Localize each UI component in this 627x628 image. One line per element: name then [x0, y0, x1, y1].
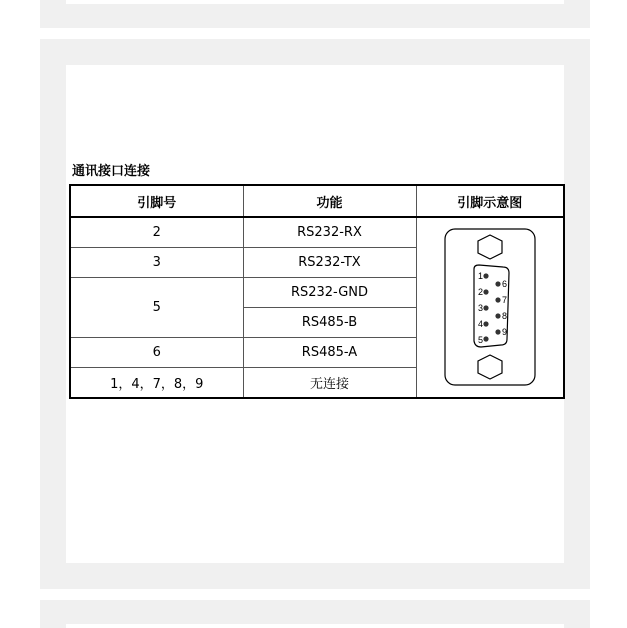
pin-5-dot: [483, 336, 488, 341]
pin-3-dot: [483, 305, 488, 310]
next-card: [66, 624, 564, 628]
pin-cell: 5: [70, 278, 243, 338]
bottom-mounting-hex-icon: [478, 355, 502, 379]
pin-label-7: 7: [501, 294, 507, 305]
pin-label-5: 5: [477, 334, 483, 345]
top-mounting-hex-icon: [478, 235, 502, 259]
pin-label-8: 8: [501, 310, 507, 321]
pin-6-dot: [495, 281, 500, 286]
pin-table: [69, 184, 565, 399]
db9-connector-diagram: [441, 227, 539, 389]
pin-cell: 6: [70, 338, 243, 368]
function-cell: RS232-GND: [243, 278, 416, 308]
pin-2-dot: [483, 289, 488, 294]
header-pin-diagram: 引脚示意图: [416, 185, 564, 217]
table-header-row: [70, 185, 564, 217]
pin-9-dot: [495, 329, 500, 334]
pin-label-3: 3: [477, 302, 483, 313]
pin-label-9: 9: [501, 326, 507, 337]
function-cell: RS232-RX: [243, 217, 416, 248]
table-row: [70, 217, 564, 248]
function-cell: RS485-A: [243, 338, 416, 368]
previous-panel: [40, 0, 590, 28]
pin-8-dot: [495, 313, 500, 318]
pin-7-dot: [495, 297, 500, 302]
pin-label-2: 2: [477, 286, 483, 297]
header-function: 功能: [243, 185, 416, 217]
pin-4-dot: [483, 321, 488, 326]
connector-outer-shell: [445, 229, 535, 385]
function-cell: RS485-B: [243, 308, 416, 338]
pin-cell: 2: [70, 217, 243, 248]
pin-cell: 3: [70, 248, 243, 278]
previous-card: [66, 0, 564, 4]
section-title: 通讯接口连接: [72, 164, 151, 179]
function-cell: RS232-TX: [243, 248, 416, 278]
pin-cell: 1，4，7，8，9: [70, 368, 243, 399]
pin-diagram-cell: [416, 217, 564, 398]
pin-label-6: 6: [501, 278, 507, 289]
pin-label-4: 4: [477, 318, 483, 329]
pin-1-dot: [483, 273, 488, 278]
pin-label-1: 1: [477, 270, 483, 281]
header-pin-number: 引脚号: [70, 185, 243, 217]
function-cell: 无连接: [243, 368, 416, 399]
